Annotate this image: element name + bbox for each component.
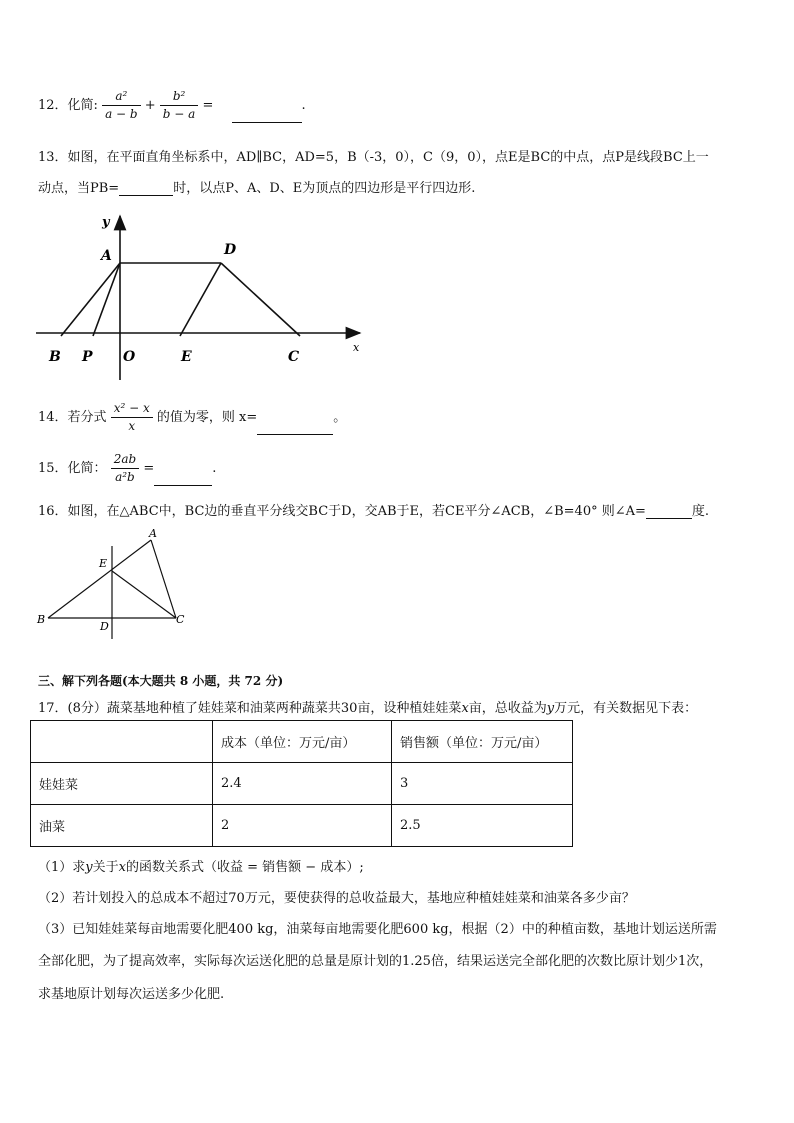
q14-answer-blank[interactable] xyxy=(257,420,333,435)
label-b: B xyxy=(49,349,61,365)
segment-dc xyxy=(221,263,300,336)
label-e: E xyxy=(99,557,108,570)
table-cell xyxy=(31,721,213,763)
q12: 12．化简: $\frac{\text{a²}}{a - b}$ + $\frac{\text{b²}}{b - a}$ = . xyxy=(38,89,306,121)
q17-part2: （2）若计划投入的总成本不超过70万元，要使获得的总收益最大，基地应种植娃娃菜和油菜各多少亩？ xyxy=(38,891,635,906)
coordinate-figure xyxy=(30,208,370,383)
label-c: C xyxy=(176,613,185,626)
label-d: D xyxy=(100,620,109,633)
table-cell: 3 xyxy=(392,763,573,805)
table-header-row xyxy=(31,721,573,763)
segment-de xyxy=(180,263,221,336)
q12-label: 12．化简: xyxy=(38,98,98,113)
q16-answer-blank[interactable] xyxy=(646,504,692,519)
segment-ba xyxy=(48,540,151,618)
q17-part3-line3: 求基地原计划每次运送多少化肥. xyxy=(38,987,225,1002)
table-cell: 油菜 xyxy=(31,805,213,847)
q17-intro: 17．(8分）蔬菜基地种植了娃娃菜和油菜两种蔬菜共30亩，设种植娃娃菜x亩，总收益为y万元，有关数据见下表： xyxy=(38,701,698,716)
q15-answer-blank[interactable] xyxy=(154,471,212,486)
table-row xyxy=(31,763,573,805)
table-cell: 娃娃菜 xyxy=(31,763,213,805)
label-a: A xyxy=(149,527,157,540)
label-d: D xyxy=(224,242,237,258)
q14: 14．若分式 $\frac{\text{x² − x}}{x}$ 的值为零，则 x= 。 xyxy=(38,401,347,433)
section-title: 三、解下列各题(本大题共 8 小题，共 72 分) xyxy=(38,674,284,688)
q14-fraction: $\frac{\text{x² − x}}{x}$ xyxy=(111,400,153,435)
q13-line1: 13．如图，在平面直角坐标系中，AD∥BC，AD=5，B（-3，0），C（9，0），点E是BC的中点，点P是线段BC上一 xyxy=(38,150,709,165)
table-cell: 成本（单位：万元/亩） xyxy=(213,721,392,763)
label-o: O xyxy=(123,349,136,365)
table-cell: 2.4 xyxy=(213,763,392,805)
q12-fraction-2: $\frac{\text{b²}}{b - a}$ xyxy=(160,88,199,123)
table-row xyxy=(31,805,573,847)
q12-answer-blank[interactable] xyxy=(232,108,302,123)
table-cell: 2.5 xyxy=(392,805,573,847)
label-y: y xyxy=(102,215,110,230)
segment-ab xyxy=(61,263,120,336)
triangle-figure xyxy=(30,526,200,644)
label-a: A xyxy=(101,248,112,264)
label-b: B xyxy=(37,613,46,626)
label-c: C xyxy=(288,349,300,365)
q17-part1: （1）求y关于x的函数关系式（收益 = 销售额 − 成本）; xyxy=(38,860,364,875)
data-table xyxy=(30,720,573,847)
label-e: E xyxy=(181,349,192,365)
segment-ec xyxy=(112,571,176,618)
segment-ac xyxy=(151,540,176,618)
q12-fraction-1: $\frac{\text{a²}}{a - b}$ xyxy=(102,88,141,123)
q13-line2: 动点，当PB= 时，以点P、A、D、E为顶点的四边形是平行四边形. xyxy=(38,181,476,196)
q13-answer-blank[interactable] xyxy=(119,181,173,196)
q17-part3-line2: 全部化肥，为了提高效率，实际每次运送化肥的总量是原计划的1.25倍，结果运送完全部化肥的次数比原计划少1次， xyxy=(38,954,713,969)
segment-ap xyxy=(93,263,120,336)
table-cell: 2 xyxy=(213,805,392,847)
table-cell: 销售额（单位：万元/亩） xyxy=(392,721,573,763)
q17-part3-line1: （3）已知娃娃菜每亩地需要化肥400 kg，油菜每亩地需要化肥600 kg，根据（2）中的种植亩数，基地计划运送所需 xyxy=(38,922,717,937)
q15-fraction: $\frac{2ab}{\text{a²b}}$ xyxy=(111,451,139,486)
q16: 16．如图，在△ABC中，BC边的垂直平分线交BC于D，交AB于E，若CE平分∠ACB，∠B=40° 则∠A= 度. xyxy=(38,504,710,519)
label-x: x xyxy=(353,341,360,354)
label-p: P xyxy=(82,349,93,365)
q15: 15．化简： $\frac{2ab}{\text{a²b}}$ = . xyxy=(38,452,217,484)
